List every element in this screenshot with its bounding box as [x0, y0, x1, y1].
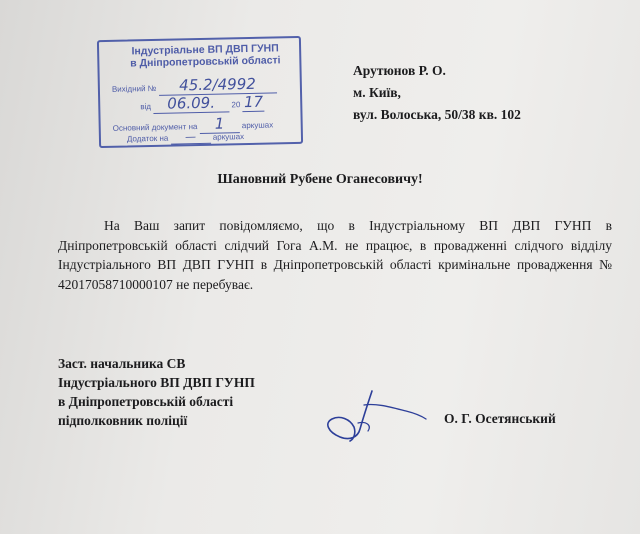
signatory-region: в Дніпропетровській області — [58, 394, 234, 409]
stamp-outgoing-label: Вихідний № — [111, 83, 157, 94]
addressee-name: Арутюнов Р. О. — [353, 63, 446, 78]
stamp-year-suffix: 17 — [243, 92, 264, 112]
signatory-block — [58, 354, 255, 430]
letter-body — [58, 216, 612, 294]
stamp-date-label: від — [140, 102, 152, 112]
body-paragraph: На Ваш запит повідомляємо, що в Індустріальному ВП ДВП ГУНП в Дніпропетровській області слідчий Гога А.М. не працює, в провадженні слідчого відділу Індустріального ВП ДВП ГУНП в Дніпропетровській області кримінальне провадження № 42017058710000107 не перебуває. — [58, 218, 612, 292]
stamp-org-line-2: в Дніпропетровській області — [130, 54, 281, 70]
stamp-date-value: 06.09. — [153, 93, 229, 114]
stamp-appendix-unit: аркушах — [212, 132, 245, 142]
stamp-main-doc-unit: аркушах — [241, 120, 274, 131]
stamp-date-row — [140, 93, 265, 115]
signatory-unit: Індустріального ВП ДВП ГУНП — [58, 375, 255, 390]
stamp-appendix-label: Додаток на — [126, 133, 169, 144]
stamp-org-line-1: Індустріальне ВП ДВП ГУНП — [131, 42, 279, 58]
stamp-main-doc-label: Основний документ на — [112, 122, 198, 133]
signatory-position: Заст. начальника СВ — [58, 356, 186, 371]
signatory-rank: підполковник поліції — [58, 413, 188, 428]
addressee-city: м. Київ, — [353, 85, 401, 100]
stamp-appendix-row — [127, 129, 244, 145]
addressee-street: вул. Волоська, 50/38 кв. 102 — [353, 107, 521, 122]
salutation: Шановний Рубене Оганесовичу! — [217, 172, 423, 187]
registration-stamp — [97, 36, 303, 148]
stamp-outgoing-number: 45.2/4992 — [158, 74, 276, 95]
stamp-year-prefix: 20 — [231, 100, 241, 110]
stamp-appendix-value: — — [170, 130, 210, 145]
addressee-block — [353, 60, 521, 126]
stamp-main-doc-pages: 1 — [199, 114, 239, 134]
stamp-organization — [115, 42, 295, 70]
signatory-name: О. Г. Осетянський — [444, 411, 556, 426]
handwritten-signature — [310, 385, 430, 445]
